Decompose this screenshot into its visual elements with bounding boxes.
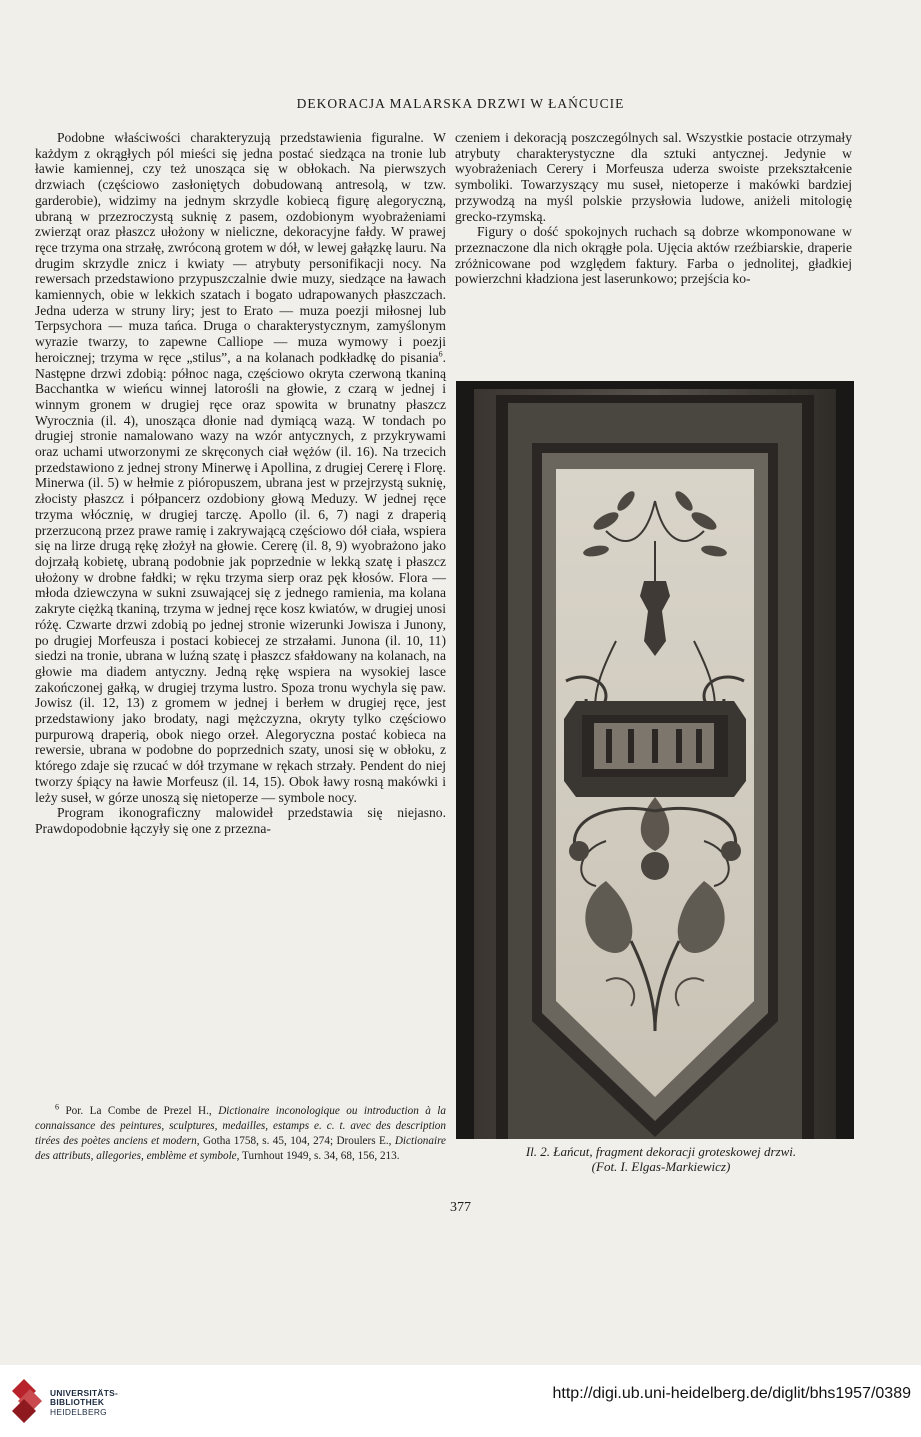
page-number: 377 [450, 1200, 471, 1215]
logo-line-1: UNIVERSITÄTS- [50, 1388, 119, 1398]
left-paragraph-1-continued: . Następne drzwi zdobią: północ naga, częściowo okryta czerwoną tkaniną Bacchantka w wieńcu winnej latorośli na głowie, z czarą w jednej i winnym gronem w drugiej ręce oraz spowita w brunatny płaszcz Wyrocznia (il. 4), unosząca dłonie nad dymiącą wazą. W tondach po drugiej stronie namalowano wazy na wzór antycznych, z przykrywami oraz uchami utworzonymi ze skręconych ciał wężów (il. 16). Na trzecich przedstawiono z jednej strony Minerwę i Apollina, z drugiej Cererę i Florę. Minerwa (il. 5) w hełmie z pióropuszem, ubrana jest w przejrzystą suknię, złocisty płaszcz i półpancerz ozdobiony głową Meduzy. W jednej ręce trzyma włócznię, w drugiej tarczę. Apollo (il. 6, 7) nagi z draperią przerzuconą przez prawe ramię i zakrywającą częściowo dół ciała, wspiera się na lirze drugą rękę złożył na głowie. Cererę (il. 8, 9) wyobrażono jako dojrzałą kobietę, ubraną podobnie jak poprzednie w lekką szatę i płaszcz ułożony w drobne fałdki; w ręku trzyma sierp oraz pęk kłosów. Flora — młoda dziewczyna w sukni zsuwającej się z jednego ramienia, ma kolana zakryte ciężką tkaniną, trzyma w jednej ręce kosz kwiatów, w drugiej unosi różę. Czwarte drzwi zdobią po jednej stronie wizerunki Jowisza i Junony, po drugiej Morfeusza i postaci kobiecej ze strzałami. Junona (il. 10, 11) siedzi na tronie, ubrana w luźną szatę i płaszcz sfałdowany na kolanach, na głowie ma diadem antyczny. Jedną rękę wspiera na wysokiej lasce zakończonej gałką, w drugiej trzyma lustro. Spoza tronu wychyla się paw. Jowisz (il. 12, 13) z gromem w jednej i berłem w drugiej ręce, jest przedstawiony jako brodaty, nagi mężczyzna, okryty tylko częściowo purpurową draperią, obok niego orzeł. Alegoryczna postać kobieca na rewersie, ubrana w podobne do poprzednich szaty, unosi się w obłoku, z którego zdaje się rzucać w dół trzymane w rękach strzały. Pendent do niej tworzy śpiący na ławie Morfeusz (il. 14, 15). Obok ławy rosną makówki i leży suseł, w górze unoszą się nietoperze — symbole nocy. [35, 349, 446, 805]
library-logo-text [50, 1389, 118, 1417]
footnote-title-1: Dictionaire inconologique ou introduction à la connaissance des peintures, sculptures, medailles, estamps e. c. t. avec des description tirées des poètes anciens et modern, [35, 1105, 446, 1148]
footnote [35, 1104, 446, 1164]
heidelberg-library-logo-icon [10, 1379, 44, 1425]
running-head: DEKORACJA MALARSKA DRZWI W ŁAŃCUCIE [296, 96, 625, 111]
logo-line-2: BIBLIOTHEK [50, 1397, 105, 1408]
right-text-column [455, 130, 852, 287]
figure-caption-line-2: (Fot. I. Elgas-Markiewicz) [591, 1159, 731, 1174]
footnote-number: 6 [55, 1102, 59, 1112]
digitization-footer [0, 1365, 921, 1437]
footnote-reference: 6 [438, 349, 443, 359]
logo-line-3: HEIDELBERG [50, 1406, 107, 1417]
left-paragraph-1 [35, 130, 446, 805]
footnote-tail: Turnhout 1949, s. 34, 68, 156, 213. [239, 1150, 400, 1163]
door-decoration-photograph [456, 381, 854, 1139]
figure-caption-line-1: Il. 2. Łańcut, fragment dekoracji groteskowej drzwi. [525, 1144, 797, 1159]
library-logo[interactable] [10, 1379, 130, 1425]
right-paragraph-1: czeniem i dekoracją poszczególnych sal. Wszystkie postacie otrzymały atrybuty charakterystyczne dla sztuki antycznej. Jedynie w wyobrażeniach Cerery i Morfeusza uderza swoiste przekształcenie symboliki. Towarzyszący mu suseł, nietoperze i makówki bardziej przywodzą na myśl polskie przysłowia ludowe, aniżeli mitologię grecko-rzymską. [455, 130, 852, 224]
grotesque-door-panel-image [456, 381, 854, 1139]
footnote-mid: Gotha 1758, s. 45, 104, 274; Droulers E., [199, 1135, 395, 1148]
footnote-lead: Por. La Combe de Prezel H., [59, 1105, 219, 1117]
left-text-column [35, 130, 446, 837]
left-paragraph-1-text: Podobne właściwości charakteryzują przedstawienia figuralne. W każdym z okrągłych pól mieści się jedna postać siedząca na tronie lub ławie kamiennej, czy też unosząca się w obłokach. Na pierwszych drzwiach (częściowo zasłoniętych dobudowaną antresolą, w tzw. garderobie), widzimy na jednym skrzydle kobiecą figurę alegoryczną, ubraną w przezroczystą suknię z pasem, ozdobionym wyobrażeniami zwierząt oraz płaszcz ułożony w nieliczne, dekoracyjne fałdy. W prawej ręce trzyma ona strzałę, zwróconą grotem w dół, w lewej gałązkę lauru. Na drugim skrzydle znicz i kwiaty — atrybuty personifikacji nocy. Na rewersach przedstawiono przypuszczalnie dwie muzy, siedzące na ławach kamiennych, obie w lekkich szatach i bogato udrapowanych płaszczach. Jedna uderza w struny liry; jest to Erato — muza poezji miłosnej lub Terpsychora — muza tańca. Druga o charakterystycznym, zamyślonym wyrazie twarzy, to zapewne Calliope — muza wymowy i poezji heroicznej; trzyma w ręce „stilus”, a na kolanach podkładkę do pisania [35, 130, 446, 365]
footnote-text [35, 1104, 446, 1164]
right-paragraph-2: Figury o dość spokojnych ruchach są dobrze wkomponowane w przeznaczone dla nich okrągłe pola. Ujęcia aktów rzeźbiarskie, draperie zróżnicowane pod względem faktury. Farba o jednolitej, gładkiej powierzchni kładziona jest laserunkowo; przejścia ko- [455, 224, 852, 287]
left-paragraph-2: Program ikonograficzny malowideł przedstawia się niejasno. Prawdopodobnie łączyły się one z przezna- [35, 805, 446, 836]
source-url-link[interactable]: http://digi.ub.uni-heidelberg.de/diglit/bhs1957/0389 [552, 1385, 911, 1402]
footnote-title-2: Dictionaire des attributs, allegories, emblème et symbole, [35, 1135, 446, 1163]
figure-caption [456, 1144, 866, 1174]
